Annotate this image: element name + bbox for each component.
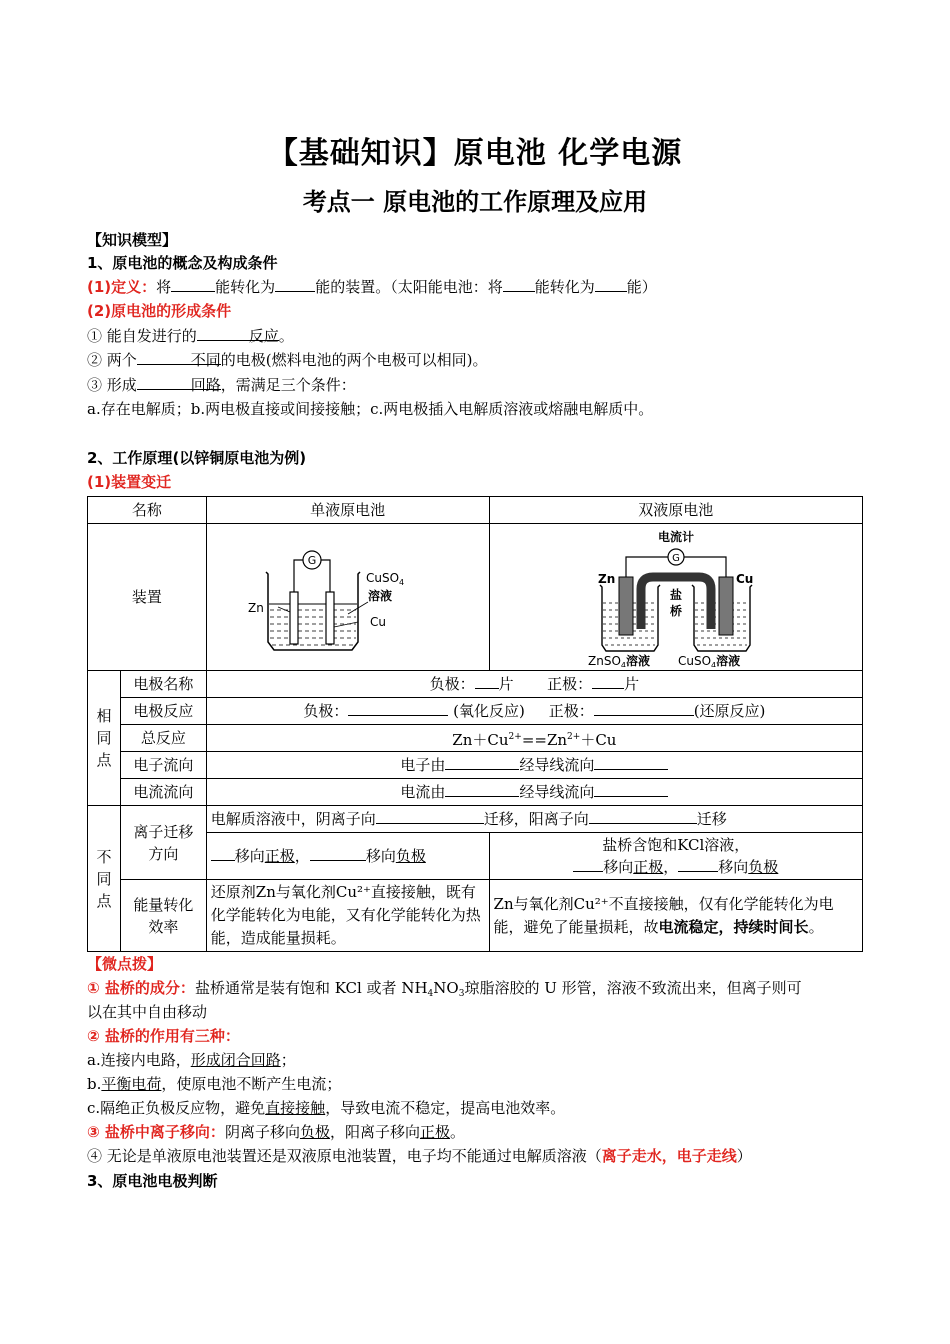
energy-double: Zn与氧化剂Cu²⁺不直接接触，仅有化学能转化为电能，避免了能量损耗，故电流稳定，持续时间长。 [489,880,862,952]
header-double: 双液原电池 [489,497,862,524]
blank [171,276,215,292]
tip-1-cont: 以在其中自由移动 [87,1003,208,1021]
condition-2: ② 两个 不同的电极(燃料电池的两个电极可以相同)。 [87,351,488,369]
section3-heading: 3、原电池电极判断 [87,1172,218,1190]
svg-text:G: G [307,554,316,567]
svg-text:桥: 桥 [669,604,682,618]
svg-text:ZnSO4溶液: ZnSO$_4$溶液 [587,654,650,667]
energy-efficiency-label: 能量转化 效率 [120,880,206,952]
svg-text:溶液: 溶液 [367,589,392,603]
svg-text:CuSO4溶液: CuSO$_4$溶液 [677,654,740,667]
svg-text:CuSO4: CuSO$_4$ [365,571,404,587]
definition-label: (1)定义： [87,278,157,296]
tip-4: ④ 无论是单液原电池装置还是双液原电池装置，电子均不能通过电解质溶液（离子走水，电子走线） [87,1147,752,1165]
comparison-table [87,496,863,952]
svg-text:盐: 盐 [669,588,682,602]
electrode-name-value: 负极： 片 正极： 片 [206,671,862,698]
header-name: 名称 [88,497,207,524]
row-device-label: 装置 [88,524,207,671]
tip-2b: b.平衡电荷，使原电池不断产生电流； [87,1075,342,1093]
electron-flow-value: 电子由 经导线流向 [206,752,862,779]
double-cell-figure [489,524,862,671]
electron-flow-label: 电子流向 [120,752,206,779]
svg-text:Cu: Cu [735,572,754,586]
current-flow-label: 电流流向 [120,779,206,806]
section1-heading: 1、原电池的概念及构成条件 [87,254,278,272]
svg-text:电流计: 电流计 [657,530,694,544]
tip-1: ① 盐桥的成分：盐桥通常是装有饱和 KCl 或者 $NH_4NO_3$琼脂溶胶的 U 形管，溶液不致流出来，但离子则可 [87,979,802,999]
model-label: 【知识模型】 [87,231,178,249]
tip-2a: a.连接内电路，形成闭合回路； [87,1051,296,1069]
blank [595,276,627,292]
conditions-label: (2)原电池的形成条件 [87,302,232,320]
condition-1: ① 能自发进行的 反应。 [87,327,294,345]
header-single: 单液原电池 [206,497,489,524]
svg-text:G: G [671,553,680,564]
blank [503,276,535,292]
tip-2c: c.隔绝正负极反应物，避免直接接触，导致电流不稳定，提高电池效率。 [87,1099,566,1117]
same-points-label: 相 同 点 [88,671,121,806]
electrode-reaction-value: 负极： (氧化反应) 正极： (还原反应) [206,698,862,725]
ion-migration-single: 移向正极， 移向负极 [206,833,489,880]
svg-text:Zn: Zn [247,601,264,615]
tip-3: ③ 盐桥中离子移向：阴离子移向负极，阳离子移向正极。 [87,1123,466,1141]
svg-text:Zn: Zn [597,572,616,586]
electrode-name-label: 电极名称 [120,671,206,698]
single-cell-diagram [248,532,448,662]
tip-2-label: ② 盐桥的作用有三种： [87,1027,240,1045]
section2-heading: 2、工作原理(以锌铜原电池为例) [87,449,307,467]
blank [275,276,315,292]
ion-migration-label: 离子迁移 方向 [120,806,206,880]
tips-label: 【微点拨】 [87,955,163,973]
blank: 回路 [137,374,221,390]
definition-line: (1)定义：将 能转化为 能的装置。（太阳能电池：将 能转化为 能） [87,278,657,296]
single-cell-figure [206,524,489,671]
blank: 反应 [197,325,279,341]
total-reaction-value: $Zn+Cu^{2+}==Zn^{2+}+Cu$ [206,725,862,752]
total-reaction-label: 总反应 [120,725,206,752]
page-title: 【基础知识】原电池 化学电源 [267,136,683,171]
ion-migration-common: 电解质溶液中，阴离子向 迁移，阳离子向 迁移 [206,806,862,833]
energy-single: 还原剂Zn与氧化剂Cu²⁺直接接触，既有化学能转化为电能，又有化学能转化为热能，造成能量损耗。 [206,880,489,952]
svg-text:Cu: Cu [369,615,386,629]
current-flow-value: 电流由 经导线流向 [206,779,862,806]
diff-points-label: 不 同 点 [88,806,121,952]
double-cell-diagram [586,527,766,667]
electrode-reaction-label: 电极反应 [120,698,206,725]
section2-sub: (1)装置变迁 [87,473,172,491]
condition-details: a.存在电解质；b.两电极直接或间接接触；c.两电极插入电解质溶液或熔融电解质中。 [87,400,654,418]
condition-3: ③ 形成 回路，需满足三个条件： [87,376,356,394]
ion-migration-double: 盐桥含饱和KCl溶液， 移向正极， 移向负极 [489,833,862,880]
page-subtitle: 考点一 原电池的工作原理及应用 [302,188,648,216]
blank: 不同 [137,349,221,365]
